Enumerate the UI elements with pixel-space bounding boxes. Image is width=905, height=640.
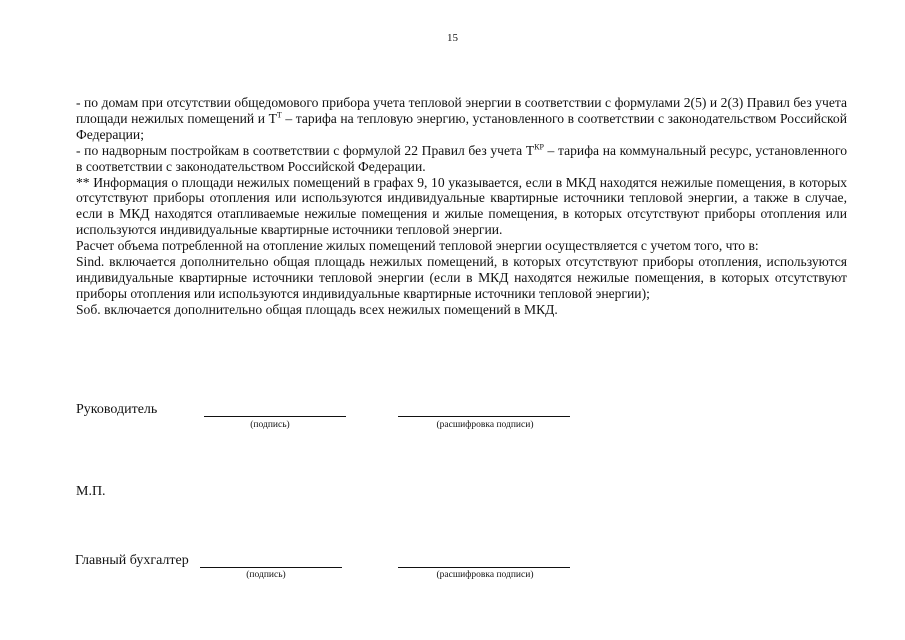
stamp-label: М.П. bbox=[76, 484, 106, 499]
paragraph-footnote: ** Информация о площади нежилых помещений в графах 9, 10 указывается, если в МКД находятся нежилые помещения, в которых отсутствуют приборы отопления или используются индивидуальные квартирные источники тепловой энергии, а также в случае, если в МКД находятся отапливаемые нежилые помещения и жилые помещения, в которых отсутствуют приборы отопления или используются индивидуальные квартирные источники тепловой энергии. bbox=[76, 174, 847, 238]
head-decoding-line bbox=[398, 416, 570, 417]
paragraph-sind: Sind. включается дополнительно общая площадь нежилых помещений, в которых отсутствуют приборы отопления, используются индивидуальные квартирные источники тепловой энергии (если в МКД находятся нежилые помещения, в которых отсутствуют приборы отопления или используются индивидуальные квартирные источники тепловой энергии); bbox=[76, 254, 847, 301]
head-decoding-caption: (расшифровка подписи) bbox=[436, 420, 534, 430]
body-text bbox=[76, 95, 847, 318]
accountant-decoding-line bbox=[398, 567, 570, 568]
head-signature-caption: (подпись) bbox=[250, 420, 290, 430]
paragraph-houses: - по домам при отсутствии общедомового прибора учета тепловой энергии в соответствии с формулами 2(5) и 2(3) Правил без учета площади нежилых помещений и $Т^Т$ – тарифа на тепловую энергию, установленного в соответствии с законодательством Российской Федерации; bbox=[76, 95, 847, 142]
paragraph-calculation: Расчет объема потребленной на отопление жилых помещений тепловой энергии осуществляется с учетом того, что в: bbox=[76, 238, 759, 254]
page-number: 15 bbox=[447, 32, 458, 44]
paragraph-sob: Sоб. включается дополнительно общая площадь всех нежилых помещений в МКД. bbox=[76, 301, 558, 317]
paragraph-outbuildings: - по надворным постройкам в соответствии с формулой 22 Правил без учета $Т^{КР}$ – тарифа на коммунальный ресурс, установленного в соответствии с законодательством Российской Федерации. bbox=[76, 142, 847, 174]
head-signature-line bbox=[204, 416, 346, 417]
accountant-signature-line bbox=[200, 567, 342, 568]
accountant-label: Главный бухгалтер bbox=[75, 553, 189, 568]
head-label: Руководитель bbox=[76, 402, 158, 417]
accountant-decoding-caption: (расшифровка подписи) bbox=[436, 570, 534, 580]
accountant-signature-caption: (подпись) bbox=[246, 570, 286, 580]
